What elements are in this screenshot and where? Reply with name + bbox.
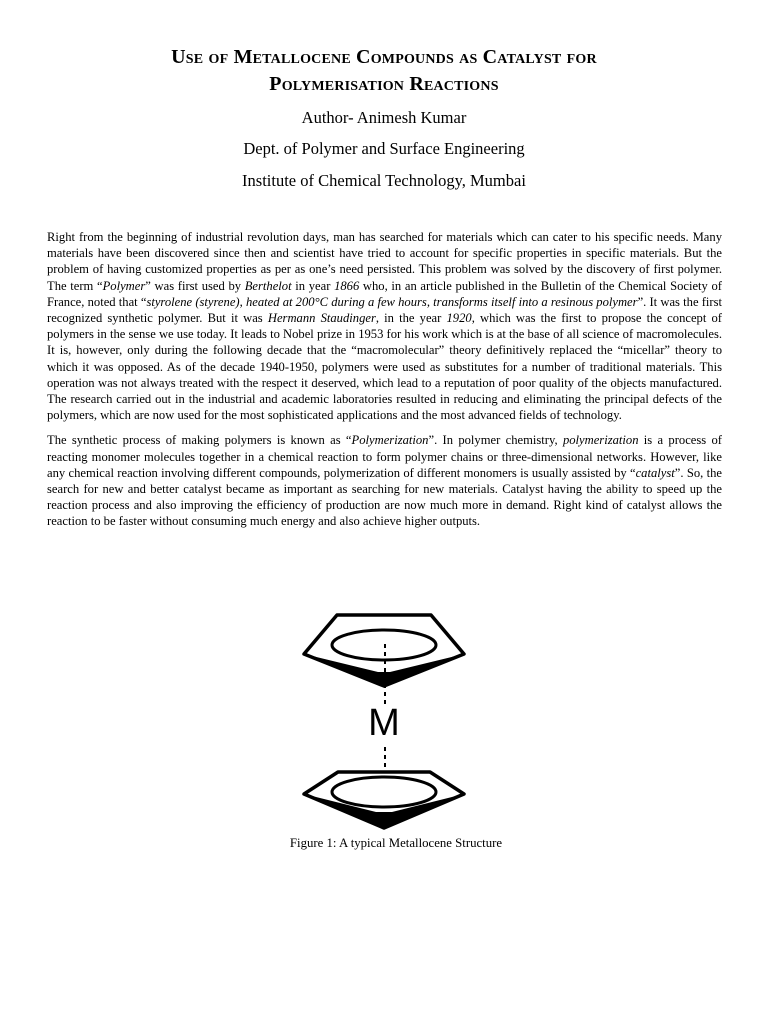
- name-berthelot: Berthelot: [244, 278, 292, 293]
- year-1866: 1866: [334, 278, 360, 293]
- term-catalyst: catalyst: [635, 465, 675, 480]
- institute-line: Institute of Chemical Technology, Mumbai: [242, 171, 526, 190]
- term-polymer: Polymer: [102, 278, 146, 293]
- paper-title: [0, 44, 768, 98]
- name-staudinger: Hermann Staudinger: [267, 311, 376, 326]
- author-line: Author- Animesh Kumar: [301, 108, 467, 127]
- metal-center-label: M: [368, 702, 400, 744]
- para1-text: in year: [291, 278, 335, 293]
- bottom-cyclopentadienyl-ring: [304, 772, 464, 828]
- para1-text: ” was first used by: [145, 278, 245, 293]
- para2-text: is a process of reacting monomer molecules together in a chemical reaction to form polymer chains or three-dimensional networks. However, like any chemical reaction involving different compounds, polymerization of different monomers is usually assisted by “: [47, 433, 722, 480]
- title-line-2: Polymerisation Reactions: [269, 73, 499, 95]
- term-polymerization: Polymerization: [351, 433, 429, 448]
- paragraph-introduction: [47, 229, 722, 423]
- para2-text: The synthetic process of making polymers is known as “: [47, 433, 352, 448]
- para1-text: , in the year: [375, 311, 447, 326]
- department-line: Dept. of Polymer and Surface Engineering: [243, 139, 525, 158]
- paragraph-polymerization: [47, 432, 722, 529]
- para2-text: ”. So, the search for new and better catalyst became as important as searching for new materials. Catalyst having the ability to speed up the reaction process and also improving the efficiency of production are now much more in demand. Right kind of catalyst allows the reaction to be faster without consuming much energy and also achieve higher outputs.: [47, 465, 722, 529]
- para1-text: Right from the beginning of industrial revolution days, man has searched for materials which can cater to his specific needs. Many materials have been discovered since then and scientist have tried to account for specific properties in specific materials. But the problem of having customized properties as per as one’s need persisted. This problem was solved by the discovery of first polymer. The term “: [47, 230, 722, 293]
- quote-styrene: styrolene (styrene), heated at 200°C during a few hours, transforms itself into a resinous polymer: [146, 294, 638, 309]
- year-1920: 1920: [446, 311, 472, 326]
- top-cyclopentadienyl-ring: [304, 615, 464, 686]
- para1-text: who, in an article published in the Bulletin of the Chemical Society of France, noted that “: [47, 278, 722, 309]
- title-line-1: Use of Metallocene Compounds as Catalyst for: [171, 46, 597, 68]
- para1-text: , which was the first to propose the concept of polymers in the sense we use today. It leads to Nobel prize in 1953 for his work which is at the base of all science of macromolecules. It is, however, only during the following decade that the “macromolecular” theory definitively replaced the “micellar” theory to which it was opposed. As of the decade 1940-1950, polymers were used as substitutes for a number of traditional materials. This operation was not always treated with the respect it deserved, which lead to a reputation of poor quality of the objects manufactured. The research carried out in the industrial and academic laboratories resulted in reducing and eliminating the principal defects of the polymers, which are now used for the most sophisticated applications and the most advanced fields of technology.: [47, 311, 722, 423]
- body-text: [47, 229, 722, 539]
- metallocene-structure-figure: [300, 612, 468, 834]
- para2-text: ”. In polymer chemistry,: [428, 433, 563, 448]
- para1-text: ”. It was the first recognized synthetic polymer. But it was: [47, 294, 723, 326]
- term-polymerization-lower: polymerization: [562, 433, 639, 448]
- figure-caption: Figure 1: A typical Metallocene Structure: [289, 836, 503, 850]
